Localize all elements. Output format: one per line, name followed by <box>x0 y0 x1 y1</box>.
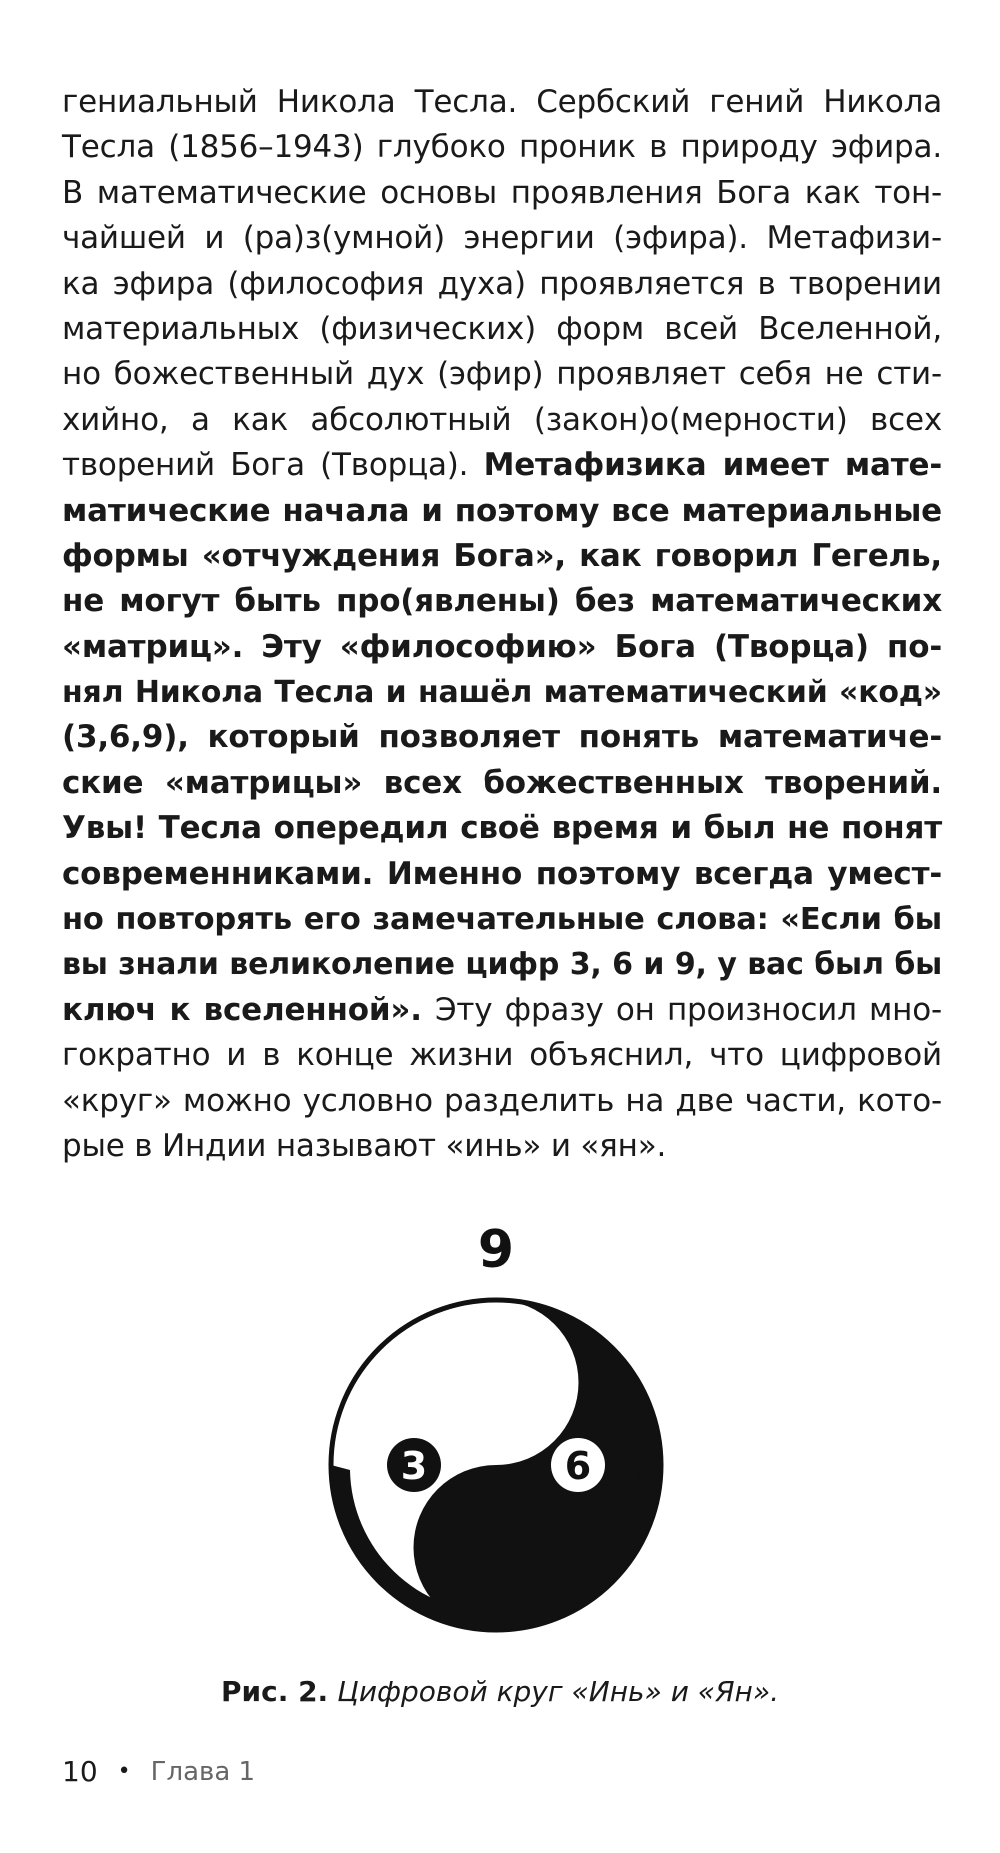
bold-text: нял Никола Тесла и нашёл математический «код» <box>62 675 942 711</box>
number-six: 6 <box>564 1444 592 1488</box>
text-line <box>62 216 942 261</box>
bold-text: ключ к вселенной». <box>62 991 435 1028</box>
regular-text: чайшей и (ра)з(умной) энергии (эфира). Метафизи- <box>62 220 942 257</box>
regular-text: ка эфира (философия духа) проявляется в творении <box>62 265 942 302</box>
regular-text: гократно и в конце жизни объяснил, что цифровой <box>62 1037 942 1074</box>
text-line <box>62 852 942 897</box>
bold-text: (3,6,9), который позволяет понять математиче- <box>62 719 942 756</box>
bold-text: матические начала и поэтому все материальные <box>62 492 942 529</box>
bold-text: вы знали великолепие цифр 3, 6 и 9, у вас был бы <box>62 947 942 983</box>
text-line <box>62 942 942 987</box>
yin-yang-diagram <box>0 1215 1000 1655</box>
text-line <box>62 625 942 670</box>
number-three: 3 <box>400 1444 428 1488</box>
text-line <box>62 579 942 624</box>
bold-text: ские «матрицы» всех божественных творений. <box>62 764 942 801</box>
text-line <box>62 715 942 760</box>
text-line <box>62 761 942 806</box>
regular-text: В математические основы проявления Бога как тон- <box>62 174 942 211</box>
bold-text: современниками. Именно поэтому всегда умест- <box>62 855 942 892</box>
text-line <box>62 352 942 397</box>
regular-text: «круг» можно условно разделить на две части, кото- <box>62 1082 942 1119</box>
text-line <box>62 262 942 307</box>
text-line <box>62 80 942 125</box>
text-line <box>62 1124 942 1169</box>
regular-text: гениальный Никола Тесла. Сербский гений Никола <box>62 84 942 120</box>
regular-text: Эту фразу он произносил мно- <box>434 991 942 1028</box>
number-nine: 9 <box>477 1220 515 1280</box>
yin-yang-figure <box>0 1215 1000 1655</box>
text-line <box>62 307 942 352</box>
yin-yang-symbol <box>331 1300 661 1630</box>
regular-text: рые в Индии называют «инь» и «ян». <box>62 1127 667 1164</box>
caption-text: Цифровой круг «Инь» и «Ян». <box>328 1675 780 1708</box>
chapter-label: Глава 1 <box>150 1756 256 1787</box>
body-text <box>62 80 942 1169</box>
regular-text: хийно, а как абсолютный (закон)о(мерности) всех <box>62 401 942 438</box>
regular-text: Тесла (1856–1943) глубоко проник в природу эфира. <box>62 129 942 166</box>
bold-text: Метафизика имеет мате- <box>483 447 942 484</box>
bold-text: формы «отчуждения Бога», как говорил Гегель, <box>62 537 942 574</box>
bold-text: не могут быть про(явлены) без математических <box>62 583 942 620</box>
bold-text: но повторять его замечательные слова: «Если бы <box>62 902 942 938</box>
text-line <box>62 171 942 216</box>
text-line <box>62 670 942 715</box>
text-line <box>62 534 942 579</box>
caption-label: Рис. 2. <box>220 1675 329 1708</box>
page-footer <box>62 1755 255 1788</box>
footer-bullet: • <box>117 1759 131 1784</box>
text-line <box>62 443 942 488</box>
bold-text: Увы! Тесла опередил своё время и был не понят <box>62 810 942 847</box>
regular-text: но божественный дух (эфир) проявляет себя не сти- <box>62 356 942 393</box>
bold-text: «матриц». Эту «философию» Бога (Творца) по- <box>62 628 942 665</box>
text-line <box>62 988 942 1033</box>
text-line <box>62 489 942 534</box>
regular-text: материальных (физических) форм всей Вселенной, <box>62 310 942 347</box>
text-line <box>62 1033 942 1078</box>
text-line <box>62 1079 942 1124</box>
text-line <box>62 125 942 170</box>
page-number: 10 <box>62 1755 98 1788</box>
text-line <box>62 897 942 942</box>
text-line <box>62 398 942 443</box>
text-line <box>62 806 942 851</box>
figure-caption <box>0 1675 1000 1708</box>
regular-text: творений Бога (Творца). <box>62 447 484 484</box>
